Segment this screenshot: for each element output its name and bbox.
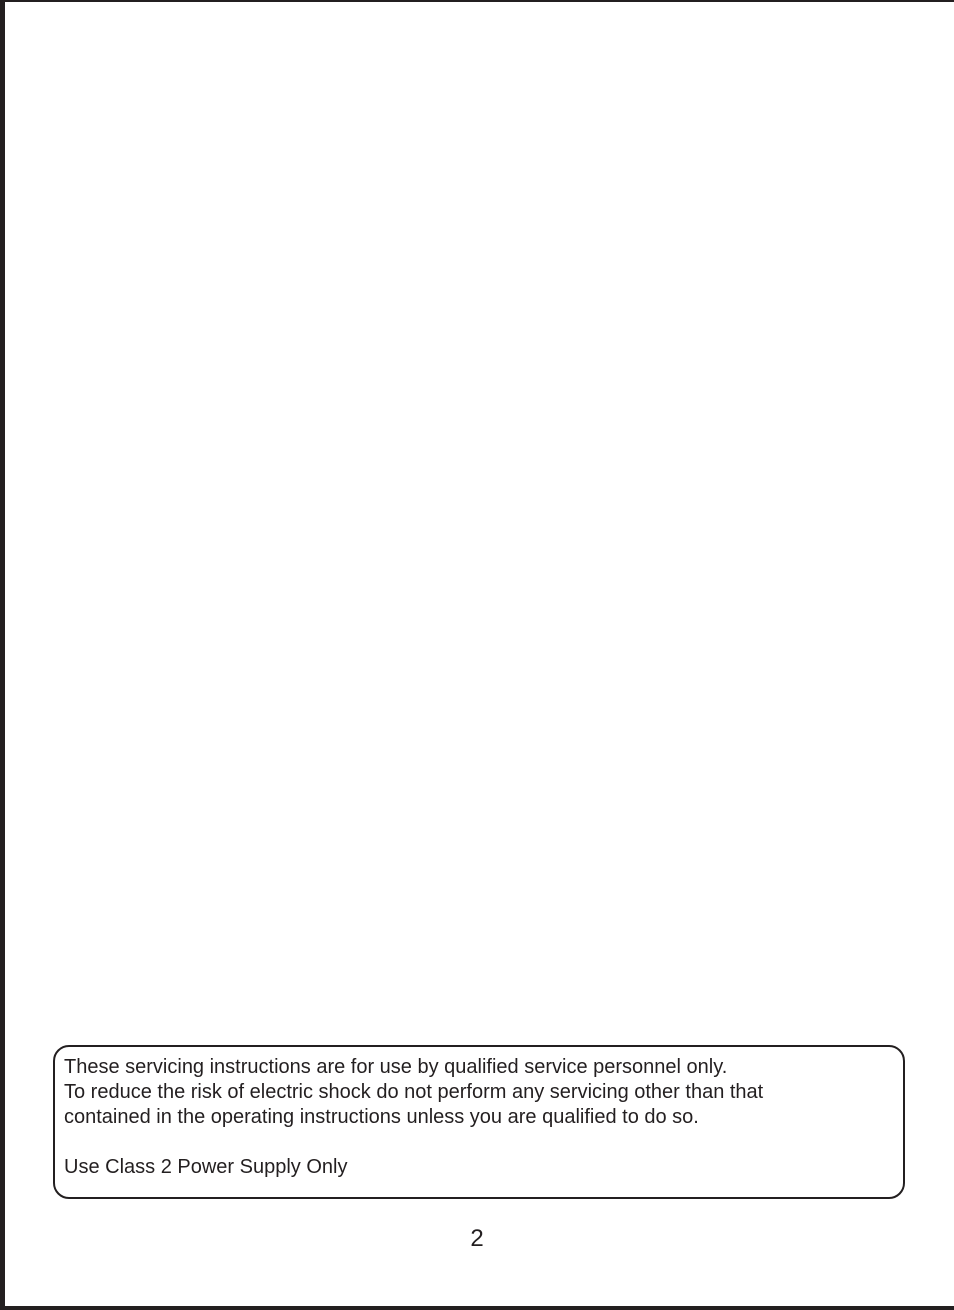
service-notice-line-2: To reduce the risk of electric shock do not perform any servicing other than that	[64, 1081, 764, 1103]
page-number: 2	[470, 1225, 484, 1252]
notice-spacer	[64, 1130, 894, 1155]
service-notice-line-1: These servicing instructions are for use by qualified service personnel only.	[64, 1056, 728, 1078]
service-notice-line-3: contained in the operating instructions unless you are qualified to do so.	[64, 1106, 699, 1128]
power-supply-notice: Use Class 2 Power Supply Only	[64, 1156, 348, 1178]
service-notice-box	[53, 1045, 905, 1199]
